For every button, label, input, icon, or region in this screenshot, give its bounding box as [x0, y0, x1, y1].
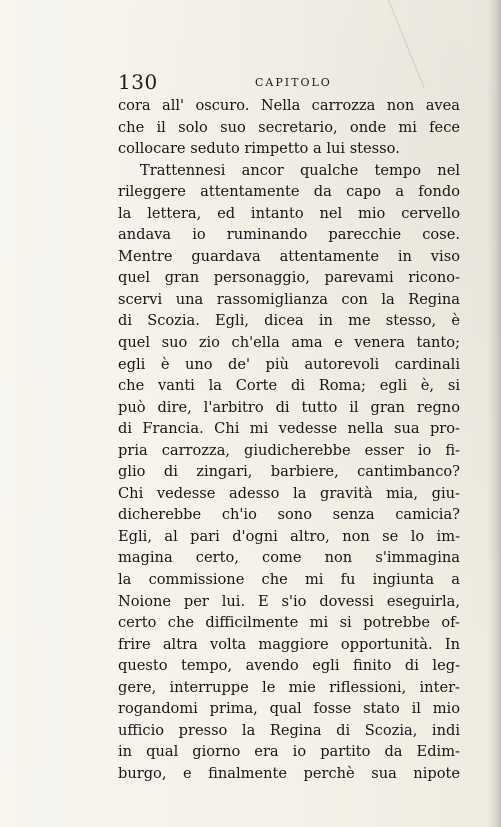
text-line: scervi una rassomiglianza con la Regina [118, 290, 460, 308]
text-line: magina certo, come non s'immagina [118, 549, 460, 567]
text-line: rileggere attentamente da capo a fondo [118, 183, 460, 201]
text-line: certo che difficilmente mi si potrebbe of- [118, 614, 460, 632]
text-line: burgo, e finalmente perchè sua nipote [118, 764, 460, 782]
text-line: in qual giorno era io partito da Edim- [118, 743, 460, 761]
body-text [118, 95, 460, 785]
text-line: Chi vedesse adesso la gravità mia, giu- [118, 484, 460, 502]
text-line: di Francia. Chi mi vedesse nella sua pro- [118, 420, 460, 438]
text-line: Mentre guardava attentamente in viso [118, 247, 460, 265]
text-line: pria carrozza, giudicherebbe esser io fi- [118, 441, 460, 459]
text-line: Egli, al pari d'ogni altro, non se lo im- [118, 527, 460, 545]
text-line: collocare seduto rimpetto a lui stesso. [118, 140, 400, 158]
text-line: questo tempo, avendo egli finito di leg- [118, 657, 460, 675]
text-line: frire altra volta maggiore opportunità. In [118, 635, 460, 653]
text-line: ufficio presso la Regina di Scozia, indi [118, 721, 460, 739]
text-line: cora all' oscuro. Nella carrozza non avea [118, 97, 460, 114]
text-line: Noione per lui. E s'io dovessi eseguirla, [118, 592, 460, 610]
running-head: CAPITOLO [255, 76, 332, 89]
text-line: che vanti la Corte di Roma; egli è, si [118, 377, 460, 395]
text-line: può dire, l'arbitro di tutto il gran regno [118, 398, 460, 416]
text-line: che il solo suo secretario, onde mi fece [118, 118, 460, 136]
text-line: Trattennesi ancor qualche tempo nel [140, 161, 460, 179]
page-number: 130 [118, 70, 158, 94]
text-line: glio di zingari, barbiere, cantimbanco? [118, 463, 460, 481]
text-line: quel gran personaggio, parevami ricono- [118, 269, 460, 287]
page-header [118, 70, 460, 96]
text-line: rogandomi prima, qual fosse stato il mio [118, 700, 460, 718]
text-line: gere, interruppe le mie riflessioni, inter- [118, 678, 460, 696]
text-line: dicherebbe ch'io sono senza camicia? [118, 506, 460, 524]
text-line: la commissione che mi fu ingiunta a [118, 571, 460, 589]
text-line: andava io ruminando parecchie cose. [118, 226, 460, 244]
text-line: la lettera, ed intanto nel mio cervello [118, 204, 460, 222]
page-edge-shadow [487, 0, 501, 827]
text-line: di Scozia. Egli, dicea in me stesso, è [118, 312, 460, 330]
text-line: egli è uno de' più autorevoli cardinali [118, 355, 460, 373]
text-line: quel suo zio ch'ella ama e venera tanto; [118, 334, 460, 352]
